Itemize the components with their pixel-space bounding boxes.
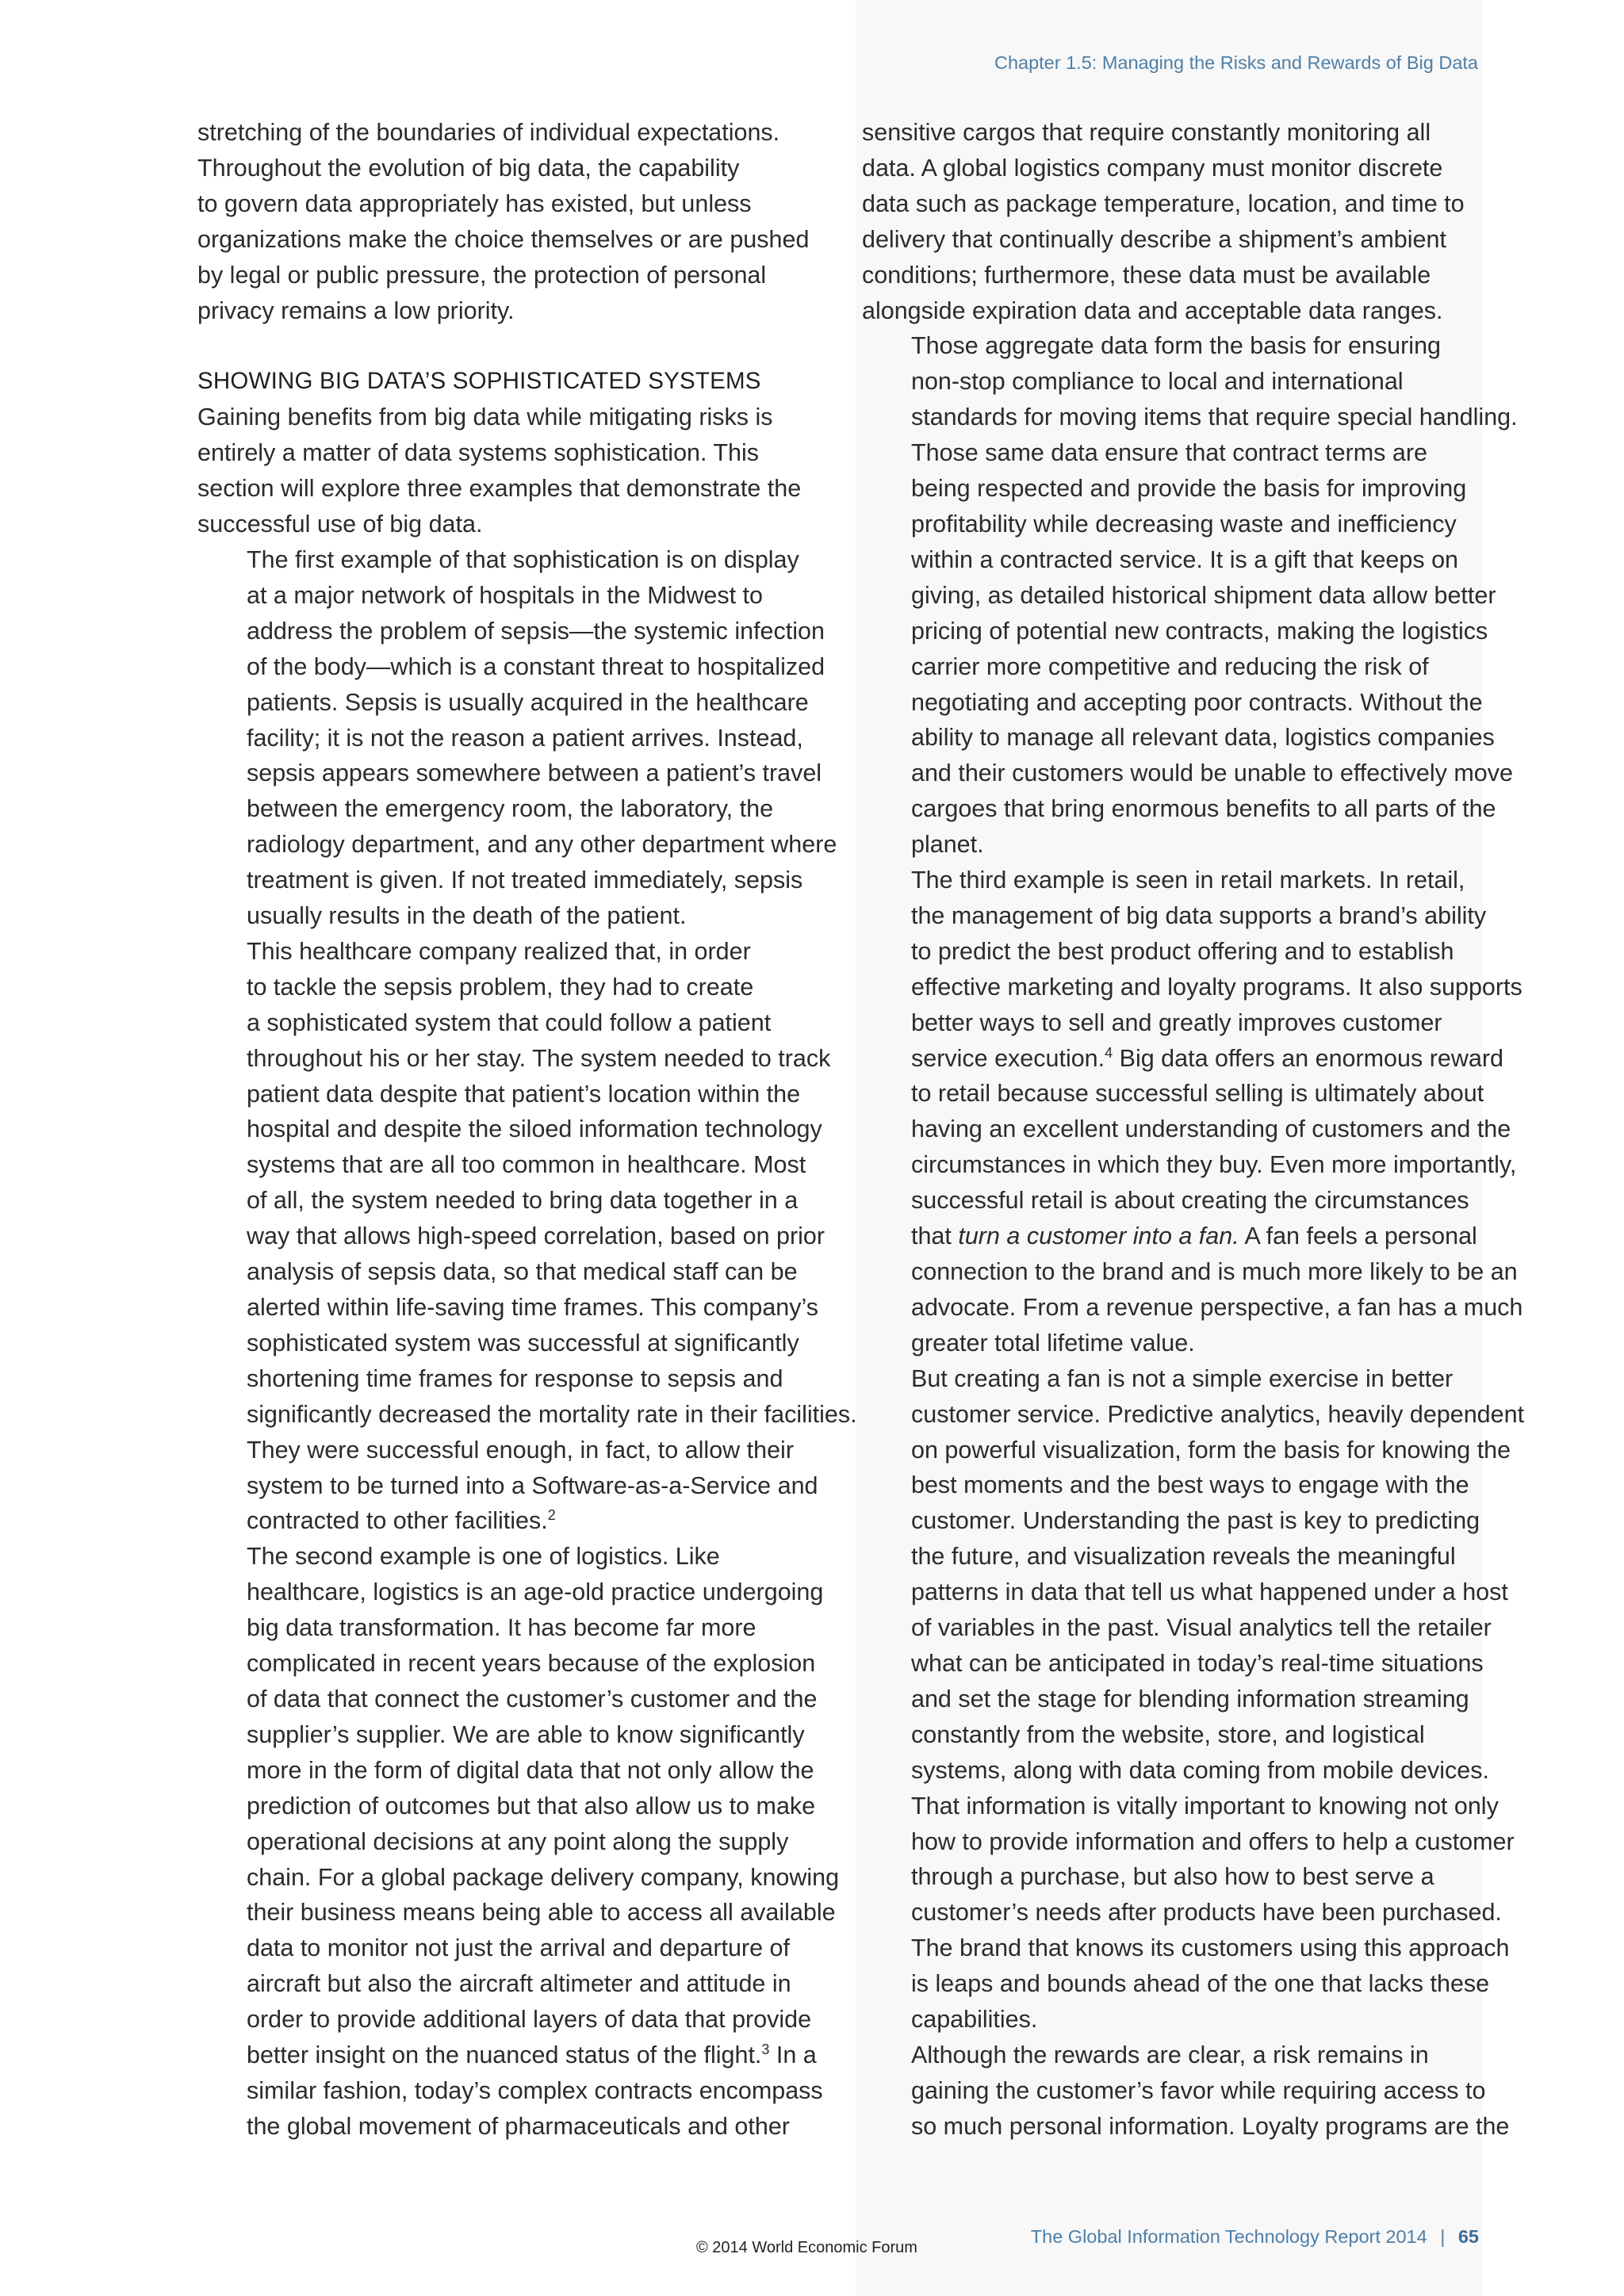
paragraph-first-example xyxy=(197,542,837,934)
footer-copyright: © 2014 World Economic Forum xyxy=(696,2239,917,2256)
publication-title: The Global Information Technology Report 2014 xyxy=(1030,2226,1427,2247)
text-line: similar fashion, today’s complex contracts encompass xyxy=(247,2076,823,2104)
service-line-tail: Big data offers an enormous reward xyxy=(1113,1044,1503,1072)
text-line: of the body—which is a constant threat to hospitalized xyxy=(247,652,825,680)
text-line: shortening time frames for response to sepsis and xyxy=(247,1364,783,1392)
text-line: supplier’s supplier. We are able to know significantly xyxy=(247,1720,805,1748)
running-head: Chapter 1.5: Managing the Risks and Rewards of Big Data xyxy=(994,52,1478,73)
footer-publication xyxy=(1031,2226,1479,2248)
paragraph-rewards xyxy=(862,2038,1510,2145)
text-line: carrier more competitive and reducing the risk of xyxy=(911,652,1429,680)
text-line: analysis of sepsis data, so that medical staff can be xyxy=(247,1258,798,1286)
paragraph-third-tail-lines xyxy=(862,1254,1523,1361)
text-line: effective marketing and loyalty programs. It also supports xyxy=(911,973,1522,1001)
text-line: and set the stage for blending information streaming xyxy=(911,1685,1469,1712)
paragraph-healthcare-lines xyxy=(197,934,857,1504)
text-line: the future, and visualization reveals the meaningful xyxy=(911,1543,1456,1571)
text-line: alongside expiration data and acceptable data ranges. xyxy=(862,297,1443,324)
text-line: address the problem of sepsis—the systemic infection xyxy=(247,617,825,645)
text-line: They were successful enough, in fact, to allow their xyxy=(247,1436,794,1464)
flight-line-tail: In a xyxy=(769,2042,817,2069)
service-line xyxy=(862,1041,1503,1077)
text-line: on powerful visualization, form the basis for knowing the xyxy=(911,1436,1511,1464)
text-line: and their customers would be unable to effectively move xyxy=(911,760,1513,787)
text-line: greater total lifetime value. xyxy=(911,1329,1195,1357)
fan-line-tail: A fan feels a personal xyxy=(1239,1223,1477,1250)
text-line: chain. For a global package delivery company, knowing xyxy=(247,1863,840,1891)
text-line: their business means being able to access all available xyxy=(247,1899,836,1927)
text-line: stretching of the boundaries of individual expectations. xyxy=(197,119,780,146)
paragraph-third-lines xyxy=(862,863,1522,1041)
text-line: customer. Understanding the past is key to predicting xyxy=(911,1507,1480,1535)
text-line: standards for moving items that require special handling. xyxy=(911,404,1518,431)
text-line: aircraft but also the aircraft altimeter and attitude in xyxy=(247,1970,791,1998)
text-line: radiology department, and any other department where xyxy=(247,831,837,859)
paragraph-healthcare-last-line xyxy=(197,1503,824,1539)
footnote-4: 4 xyxy=(1105,1044,1113,1061)
text-line: at a major network of hospitals in the Midwest to xyxy=(247,581,763,609)
text-line: privacy remains a low priority. xyxy=(197,297,515,324)
text-line: conditions; furthermore, these data must be available xyxy=(862,261,1431,289)
page-number: 65 xyxy=(1457,2226,1479,2247)
text-line: The brand that knows its customers using this approach xyxy=(911,1934,1510,1962)
text-line: successful use of big data. xyxy=(197,511,483,538)
text-line: data to monitor not just the arrival and departure of xyxy=(247,1934,790,1962)
fan-line-italic: turn a customer into a fan. xyxy=(958,1223,1239,1250)
flight-line-text: better insight on the nuanced status of the flight. xyxy=(247,2042,762,2069)
section-heading: SHOWING BIG DATA’S SOPHISTICATED SYSTEMS xyxy=(197,368,761,395)
text-line: Those same data ensure that contract terms are xyxy=(911,439,1427,467)
text-line: the global movement of pharmaceuticals and other xyxy=(247,2112,790,2140)
text-line: alerted within life-saving time frames. This company’s xyxy=(247,1294,818,1321)
paragraph-second-lines xyxy=(197,1539,840,2038)
text-line: systems that are all too common in healthcare. Most xyxy=(247,1151,806,1179)
text-line: connection to the brand and is much more likely to be an xyxy=(911,1258,1518,1285)
service-line-text: service execution. xyxy=(911,1044,1105,1072)
text-line: to predict the best product offering and to establish xyxy=(911,937,1454,965)
text-line: That information is vitally important to knowing not only xyxy=(911,1792,1499,1820)
text-line: big data transformation. It has become far more xyxy=(247,1614,756,1642)
text-line: so much personal information. Loyalty programs are the xyxy=(911,2112,1510,2140)
fan-line-text: that xyxy=(911,1223,959,1250)
text-line: patients. Sepsis is usually acquired in the healthcare xyxy=(247,688,809,716)
text-line: throughout his or her stay. The system needed to track xyxy=(247,1044,831,1072)
paragraph-creating-fan xyxy=(862,1361,1525,2038)
text-line: to govern data appropriately has existed, but unless xyxy=(197,189,752,217)
text-line: customer service. Predictive analytics, heavily dependent xyxy=(911,1400,1525,1428)
text-line: complicated in recent years because of the explosion xyxy=(247,1650,816,1678)
text-line: prediction of outcomes but that also allow us to make xyxy=(247,1792,816,1820)
text-line: data. A global logistics company must monitor discrete xyxy=(862,154,1443,182)
text-line: significantly decreased the mortality rate in their facilities. xyxy=(247,1400,857,1428)
text-line: data such as package temperature, location, and time to xyxy=(862,189,1465,217)
text-line: Those aggregate data form the basis for ensuring xyxy=(911,332,1442,360)
text-line: successful retail is about creating the circumstances xyxy=(911,1187,1469,1215)
paragraph-intro xyxy=(197,115,824,328)
text-line: being respected and provide the basis for improving xyxy=(911,475,1467,503)
text-line: profitability while decreasing waste and inefficiency xyxy=(911,510,1457,538)
text-line: system to be turned into a Software-as-a-Service and xyxy=(247,1471,818,1499)
text-line: order to provide additional layers of data that provide xyxy=(247,2006,812,2034)
text-line: Gaining benefits from big data while mitigating risks is xyxy=(197,404,773,431)
healthcare-last-text: contracted to other facilities. xyxy=(247,1507,548,1535)
text-line: The third example is seen in retail markets. In retail, xyxy=(911,867,1465,894)
text-line: giving, as detailed historical shipment data allow better xyxy=(911,581,1496,609)
fan-line xyxy=(862,1219,1488,1254)
paragraph-healthcare xyxy=(197,934,857,1539)
text-line: gaining the customer’s favor while requiring access to xyxy=(911,2076,1486,2104)
text-line: treatment is given. If not treated immediately, sepsis xyxy=(247,867,803,894)
text-line: entirely a matter of data systems sophistication. This xyxy=(197,439,760,467)
text-line: pricing of potential new contracts, making the logistics xyxy=(911,617,1488,645)
flight-line xyxy=(197,2038,824,2073)
text-line: non-stop compliance to local and international xyxy=(911,368,1404,396)
text-line: This healthcare company realized that, in order xyxy=(247,937,751,965)
text-line: a sophisticated system that could follow a patient xyxy=(247,1008,772,1036)
text-line: having an excellent understanding of customers and the xyxy=(911,1115,1511,1143)
text-line: of all, the system needed to bring data together in a xyxy=(247,1187,799,1215)
footer-separator: | xyxy=(1440,2226,1446,2247)
text-line: planet. xyxy=(911,831,984,859)
text-line: The first example of that sophistication is on display xyxy=(247,545,799,573)
text-line: how to provide information and offers to help a customer xyxy=(911,1827,1515,1855)
text-line: capabilities. xyxy=(911,2006,1038,2034)
text-line: within a contracted service. It is a gift that keeps on xyxy=(911,545,1458,573)
left-column xyxy=(197,115,857,2145)
text-line: constantly from the website, store, and logistical xyxy=(911,1720,1425,1748)
text-line: customer’s needs after products have been purchased. xyxy=(911,1899,1502,1927)
text-line: delivery that continually describe a shipment’s ambient xyxy=(862,225,1446,253)
text-line: patient data despite that patient’s location within the xyxy=(247,1080,801,1108)
text-line: section will explore three examples that demonstrate the xyxy=(197,475,802,503)
paragraph-second-tail-lines xyxy=(197,2073,824,2145)
paragraph-second-example xyxy=(197,1539,840,2144)
text-line: better ways to sell and greatly improves customer xyxy=(911,1008,1442,1036)
paragraph-aggregate xyxy=(862,328,1518,863)
text-line: usually results in the death of the patient. xyxy=(247,902,687,930)
text-line: more in the form of digital data that not only allow the xyxy=(247,1756,814,1784)
footnote-2: 2 xyxy=(547,1507,556,1524)
text-line: negotiating and accepting poor contracts. Without the xyxy=(911,688,1483,716)
text-line: sensitive cargos that require constantly monitoring all xyxy=(862,119,1431,146)
text-line: But creating a fan is not a simple exercise in better xyxy=(911,1364,1454,1392)
text-line: Throughout the evolution of big data, the capability xyxy=(197,154,740,182)
text-line: organizations make the choice themselves or are pushed xyxy=(197,225,810,253)
text-line: The second example is one of logistics. Like xyxy=(247,1543,720,1571)
paragraph-section-intro xyxy=(197,400,824,542)
paragraph-third-example xyxy=(862,863,1523,1361)
text-line: ability to manage all relevant data, logistics companies xyxy=(911,724,1495,752)
text-line: Although the rewards are clear, a risk remains in xyxy=(911,2041,1429,2068)
text-line: to retail because successful selling is ultimately about xyxy=(911,1080,1484,1108)
right-column xyxy=(862,115,1525,2145)
text-line: is leaps and bounds ahead of the one that lacks these xyxy=(911,1970,1490,1998)
text-line: way that allows high-speed correlation, based on prior xyxy=(247,1223,825,1250)
text-line: to tackle the sepsis problem, they had to create xyxy=(247,973,754,1001)
text-line: hospital and despite the siloed information technology xyxy=(247,1115,822,1143)
text-line: best moments and the best ways to engage with the xyxy=(911,1471,1469,1499)
text-line: cargoes that bring enormous benefits to all parts of the xyxy=(911,795,1496,823)
text-line: sophisticated system was successful at significantly xyxy=(247,1329,799,1357)
text-line: of data that connect the customer’s customer and the xyxy=(247,1685,818,1712)
text-line: systems, along with data coming from mobile devices. xyxy=(911,1756,1489,1784)
footnote-3: 3 xyxy=(761,2041,770,2057)
paragraph-cargo xyxy=(862,115,1488,328)
text-line: between the emergency room, the laboratory, the xyxy=(247,795,774,823)
paragraph-third-mid-lines xyxy=(862,1076,1517,1219)
text-line: sepsis appears somewhere between a patient’s travel xyxy=(247,760,822,787)
text-line: facility; it is not the reason a patient arrives. Instead, xyxy=(247,724,803,752)
text-line: patterns in data that tell us what happened under a host xyxy=(911,1578,1508,1606)
text-line: advocate. From a revenue perspective, a fan has a much xyxy=(911,1293,1523,1321)
text-line: by legal or public pressure, the protection of personal xyxy=(197,261,767,289)
text-line: what can be anticipated in today’s real-time situations xyxy=(911,1649,1484,1677)
text-line: of variables in the past. Visual analytics tell the retailer xyxy=(911,1614,1492,1642)
text-line: the management of big data supports a brand’s ability xyxy=(911,901,1487,929)
text-line: operational decisions at any point along the supply xyxy=(247,1827,789,1855)
text-line: healthcare, logistics is an age-old practice undergoing xyxy=(247,1578,824,1606)
text-line: through a purchase, but also how to best serve a xyxy=(911,1863,1434,1891)
text-line: circumstances in which they buy. Even more importantly, xyxy=(911,1151,1517,1179)
